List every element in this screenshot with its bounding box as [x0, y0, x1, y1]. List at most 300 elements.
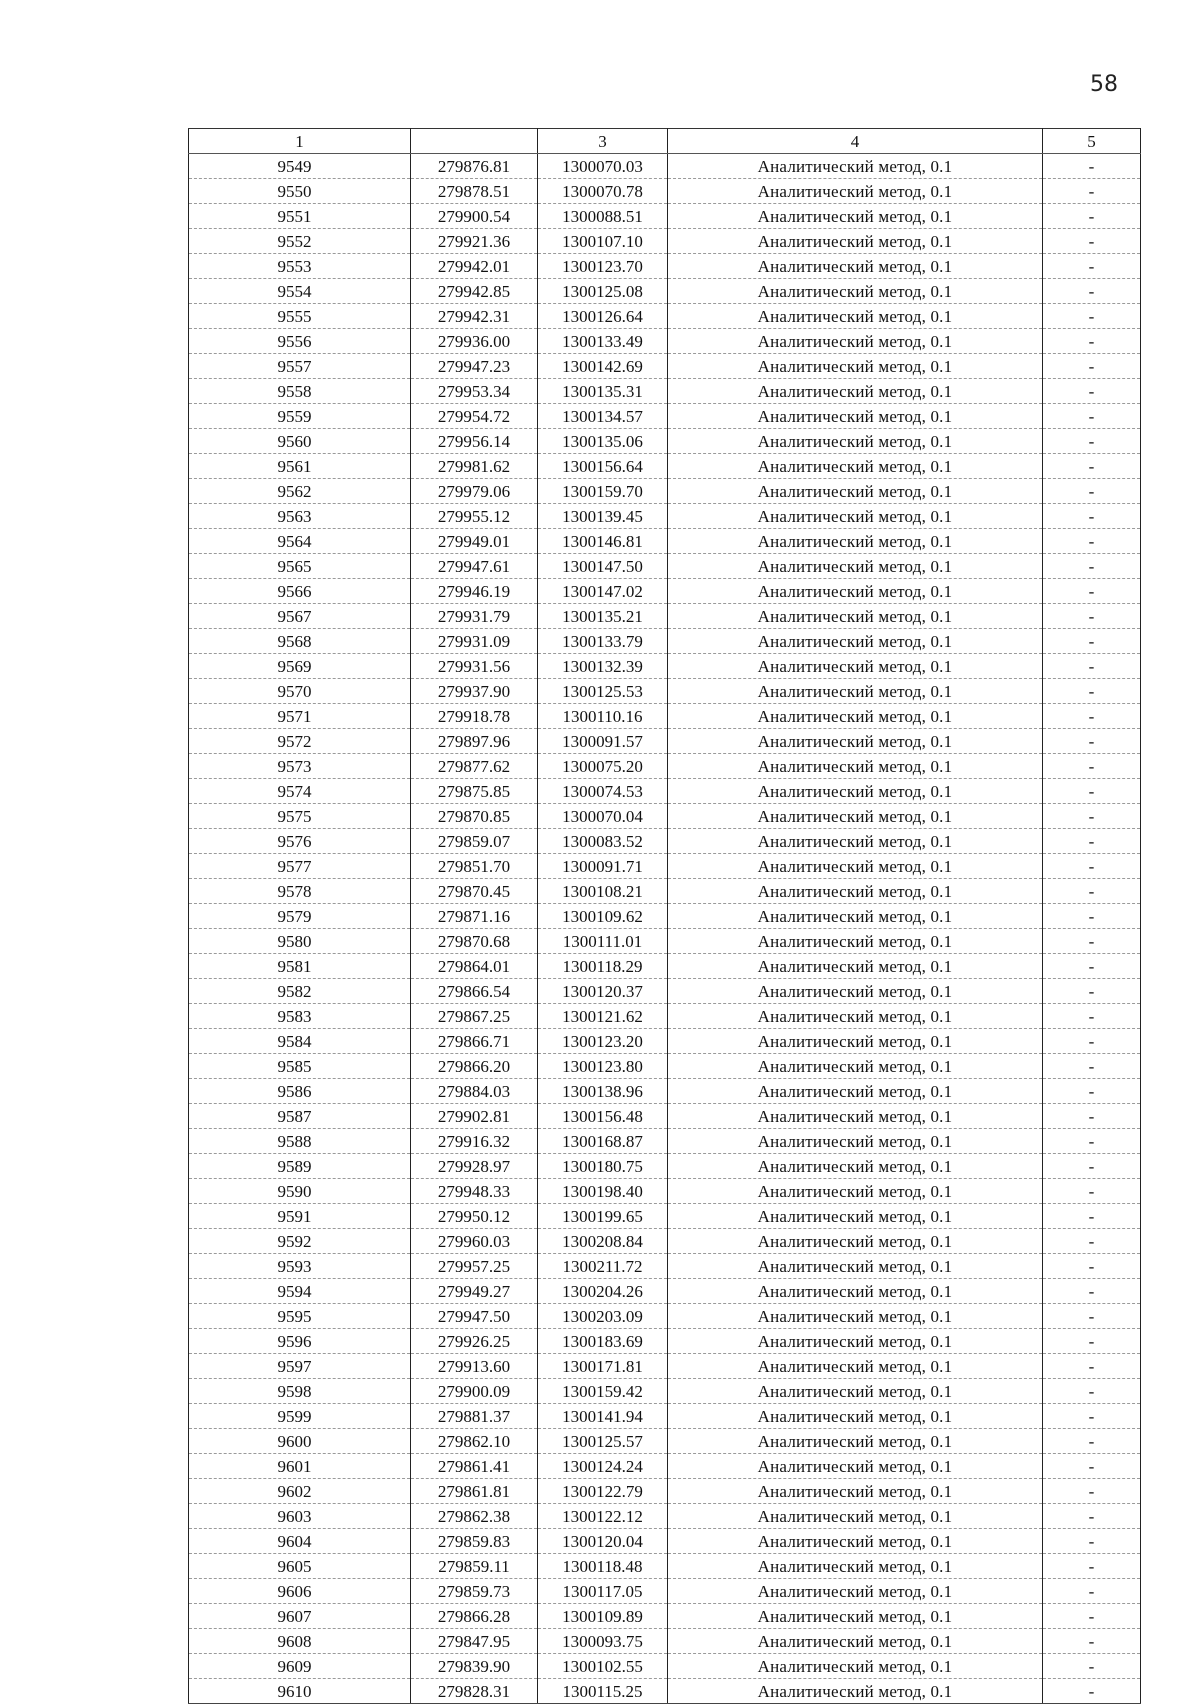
cell-point-number: 9607: [189, 1604, 411, 1629]
cell-coordinate-y: 1300125.57: [538, 1429, 668, 1454]
cell-coordinate-x: 279897.96: [411, 729, 538, 754]
cell-coordinate-y: 1300139.45: [538, 504, 668, 529]
cell-point-number: 9558: [189, 379, 411, 404]
cell-point-number: 9555: [189, 304, 411, 329]
cell-coordinate-x: 279866.28: [411, 1604, 538, 1629]
cell-coordinate-x: 279861.81: [411, 1479, 538, 1504]
cell-note: -: [1043, 1304, 1141, 1329]
cell-method-accuracy: Аналитический метод, 0.1: [668, 579, 1043, 604]
cell-note: -: [1043, 554, 1141, 579]
cell-point-number: 9552: [189, 229, 411, 254]
cell-point-number: 9556: [189, 329, 411, 354]
cell-coordinate-x: 279847.95: [411, 1629, 538, 1654]
table-row: [189, 1579, 1141, 1604]
cell-method-accuracy: Аналитический метод, 0.1: [668, 479, 1043, 504]
cell-method-accuracy: Аналитический метод, 0.1: [668, 1604, 1043, 1629]
cell-note: -: [1043, 779, 1141, 804]
table-row: [189, 504, 1141, 529]
table-row: [189, 954, 1141, 979]
cell-method-accuracy: Аналитический метод, 0.1: [668, 1629, 1043, 1654]
cell-note: -: [1043, 1129, 1141, 1154]
cell-coordinate-y: 1300074.53: [538, 779, 668, 804]
cell-point-number: 9562: [189, 479, 411, 504]
cell-note: -: [1043, 754, 1141, 779]
cell-note: -: [1043, 254, 1141, 279]
cell-point-number: 9594: [189, 1279, 411, 1304]
cell-method-accuracy: Аналитический метод, 0.1: [668, 1054, 1043, 1079]
cell-method-accuracy: Аналитический метод, 0.1: [668, 229, 1043, 254]
cell-coordinate-y: 1300168.87: [538, 1129, 668, 1154]
cell-method-accuracy: Аналитический метод, 0.1: [668, 679, 1043, 704]
cell-coordinate-x: 279955.12: [411, 504, 538, 529]
header-col-4: 4: [668, 129, 1043, 154]
cell-point-number: 9589: [189, 1154, 411, 1179]
cell-method-accuracy: Аналитический метод, 0.1: [668, 254, 1043, 279]
cell-coordinate-x: 279902.81: [411, 1104, 538, 1129]
cell-coordinate-x: 279947.23: [411, 354, 538, 379]
cell-note: -: [1043, 1554, 1141, 1579]
cell-point-number: 9582: [189, 979, 411, 1004]
cell-coordinate-x: 279953.34: [411, 379, 538, 404]
cell-coordinate-x: 279900.09: [411, 1379, 538, 1404]
cell-point-number: 9569: [189, 654, 411, 679]
cell-coordinate-y: 1300134.57: [538, 404, 668, 429]
cell-coordinate-y: 1300199.65: [538, 1204, 668, 1229]
cell-note: -: [1043, 1679, 1141, 1704]
cell-coordinate-x: 279937.90: [411, 679, 538, 704]
cell-coordinate-x: 279949.27: [411, 1279, 538, 1304]
cell-method-accuracy: Аналитический метод, 0.1: [668, 1179, 1043, 1204]
cell-note: -: [1043, 679, 1141, 704]
cell-coordinate-y: 1300135.06: [538, 429, 668, 454]
cell-method-accuracy: Аналитический метод, 0.1: [668, 1379, 1043, 1404]
cell-note: -: [1043, 454, 1141, 479]
cell-method-accuracy: Аналитический метод, 0.1: [668, 1254, 1043, 1279]
cell-method-accuracy: Аналитический метод, 0.1: [668, 1479, 1043, 1504]
cell-coordinate-y: 1300109.89: [538, 1604, 668, 1629]
cell-point-number: 9557: [189, 354, 411, 379]
cell-point-number: 9595: [189, 1304, 411, 1329]
table-row: [189, 404, 1141, 429]
cell-coordinate-x: 279839.90: [411, 1654, 538, 1679]
cell-coordinate-y: 1300208.84: [538, 1229, 668, 1254]
cell-method-accuracy: Аналитический метод, 0.1: [668, 154, 1043, 179]
cell-coordinate-y: 1300183.69: [538, 1329, 668, 1354]
cell-note: -: [1043, 279, 1141, 304]
cell-coordinate-y: 1300125.08: [538, 279, 668, 304]
cell-note: -: [1043, 1104, 1141, 1129]
cell-method-accuracy: Аналитический метод, 0.1: [668, 204, 1043, 229]
cell-coordinate-x: 279876.81: [411, 154, 538, 179]
cell-point-number: 9599: [189, 1404, 411, 1429]
cell-note: -: [1043, 1604, 1141, 1629]
cell-coordinate-y: 1300117.05: [538, 1579, 668, 1604]
cell-coordinate-y: 1300070.04: [538, 804, 668, 829]
cell-note: -: [1043, 854, 1141, 879]
cell-note: -: [1043, 1179, 1141, 1204]
cell-method-accuracy: Аналитический метод, 0.1: [668, 1204, 1043, 1229]
cell-coordinate-x: 279947.61: [411, 554, 538, 579]
cell-point-number: 9609: [189, 1654, 411, 1679]
cell-point-number: 9564: [189, 529, 411, 554]
cell-point-number: 9550: [189, 179, 411, 204]
cell-note: -: [1043, 1654, 1141, 1679]
cell-coordinate-x: 279859.83: [411, 1529, 538, 1554]
cell-coordinate-x: 279870.85: [411, 804, 538, 829]
cell-method-accuracy: Аналитический метод, 0.1: [668, 304, 1043, 329]
cell-method-accuracy: Аналитический метод, 0.1: [668, 629, 1043, 654]
cell-coordinate-y: 1300123.70: [538, 254, 668, 279]
table-row: [189, 1429, 1141, 1454]
cell-note: -: [1043, 529, 1141, 554]
cell-point-number: 9592: [189, 1229, 411, 1254]
cell-method-accuracy: Аналитический метод, 0.1: [668, 1029, 1043, 1054]
cell-note: -: [1043, 329, 1141, 354]
cell-note: -: [1043, 1504, 1141, 1529]
cell-coordinate-x: 279862.10: [411, 1429, 538, 1454]
cell-coordinate-y: 1300118.29: [538, 954, 668, 979]
cell-coordinate-x: 279916.32: [411, 1129, 538, 1154]
table-row: [189, 779, 1141, 804]
table-row: [189, 854, 1141, 879]
cell-coordinate-x: 279859.07: [411, 829, 538, 854]
cell-note: -: [1043, 729, 1141, 754]
cell-point-number: 9598: [189, 1379, 411, 1404]
cell-method-accuracy: Аналитический метод, 0.1: [668, 779, 1043, 804]
cell-coordinate-x: 279954.72: [411, 404, 538, 429]
cell-coordinate-x: 279931.56: [411, 654, 538, 679]
cell-point-number: 9563: [189, 504, 411, 529]
table-row: [189, 579, 1141, 604]
cell-coordinate-x: 279981.62: [411, 454, 538, 479]
cell-coordinate-x: 279862.38: [411, 1504, 538, 1529]
cell-coordinate-y: 1300147.50: [538, 554, 668, 579]
cell-note: -: [1043, 579, 1141, 604]
cell-coordinate-x: 279948.33: [411, 1179, 538, 1204]
cell-coordinate-x: 279949.01: [411, 529, 538, 554]
cell-method-accuracy: Аналитический метод, 0.1: [668, 354, 1043, 379]
cell-coordinate-x: 279957.25: [411, 1254, 538, 1279]
cell-coordinate-x: 279875.85: [411, 779, 538, 804]
cell-coordinate-x: 279864.01: [411, 954, 538, 979]
cell-note: -: [1043, 154, 1141, 179]
table-row: [189, 329, 1141, 354]
cell-note: -: [1043, 1054, 1141, 1079]
cell-method-accuracy: Аналитический метод, 0.1: [668, 929, 1043, 954]
cell-coordinate-y: 1300123.80: [538, 1054, 668, 1079]
cell-method-accuracy: Аналитический метод, 0.1: [668, 754, 1043, 779]
table-row: [189, 354, 1141, 379]
cell-coordinate-x: 279871.16: [411, 904, 538, 929]
cell-coordinate-y: 1300135.31: [538, 379, 668, 404]
cell-method-accuracy: Аналитический метод, 0.1: [668, 504, 1043, 529]
table-row: [189, 179, 1141, 204]
cell-method-accuracy: Аналитический метод, 0.1: [668, 404, 1043, 429]
cell-method-accuracy: Аналитический метод, 0.1: [668, 379, 1043, 404]
table-row: [189, 1679, 1141, 1704]
cell-point-number: 9583: [189, 1004, 411, 1029]
table-row: [189, 754, 1141, 779]
cell-coordinate-y: 1300120.37: [538, 979, 668, 1004]
cell-coordinate-y: 1300133.49: [538, 329, 668, 354]
table-row: [189, 904, 1141, 929]
cell-coordinate-y: 1300159.42: [538, 1379, 668, 1404]
table-row: [189, 229, 1141, 254]
table-row: [189, 1204, 1141, 1229]
table-row: [189, 829, 1141, 854]
cell-coordinate-x: 279881.37: [411, 1404, 538, 1429]
cell-method-accuracy: Аналитический метод, 0.1: [668, 1104, 1043, 1129]
cell-note: -: [1043, 479, 1141, 504]
table-row: [189, 1129, 1141, 1154]
cell-note: -: [1043, 1079, 1141, 1104]
cell-coordinate-x: 279942.01: [411, 254, 538, 279]
cell-note: -: [1043, 1479, 1141, 1504]
cell-point-number: 9601: [189, 1454, 411, 1479]
cell-point-number: 9581: [189, 954, 411, 979]
cell-method-accuracy: Аналитический метод, 0.1: [668, 429, 1043, 454]
cell-coordinate-x: 279866.20: [411, 1054, 538, 1079]
table-row: [189, 1054, 1141, 1079]
table-row: [189, 704, 1141, 729]
cell-coordinate-y: 1300146.81: [538, 529, 668, 554]
cell-method-accuracy: Аналитический метод, 0.1: [668, 1554, 1043, 1579]
table-row: [189, 1104, 1141, 1129]
header-col-3: 3: [538, 129, 668, 154]
cell-note: -: [1043, 929, 1141, 954]
table-row: [189, 1379, 1141, 1404]
cell-method-accuracy: Аналитический метод, 0.1: [668, 1329, 1043, 1354]
table-row: [189, 1279, 1141, 1304]
cell-point-number: 9604: [189, 1529, 411, 1554]
cell-coordinate-x: 279828.31: [411, 1679, 538, 1704]
cell-point-number: 9584: [189, 1029, 411, 1054]
cell-coordinate-y: 1300203.09: [538, 1304, 668, 1329]
cell-method-accuracy: Аналитический метод, 0.1: [668, 1129, 1043, 1154]
table-row: [189, 554, 1141, 579]
cell-point-number: 9549: [189, 154, 411, 179]
table-row: [189, 1354, 1141, 1379]
cell-point-number: 9567: [189, 604, 411, 629]
cell-coordinate-y: 1300135.21: [538, 604, 668, 629]
cell-coordinate-y: 1300109.62: [538, 904, 668, 929]
cell-method-accuracy: Аналитический метод, 0.1: [668, 1679, 1043, 1704]
cell-coordinate-y: 1300111.01: [538, 929, 668, 954]
cell-coordinate-y: 1300115.25: [538, 1679, 668, 1704]
cell-point-number: 9572: [189, 729, 411, 754]
cell-note: -: [1043, 1429, 1141, 1454]
cell-point-number: 9596: [189, 1329, 411, 1354]
cell-point-number: 9575: [189, 804, 411, 829]
cell-method-accuracy: Аналитический метод, 0.1: [668, 829, 1043, 854]
cell-method-accuracy: Аналитический метод, 0.1: [668, 529, 1043, 554]
cell-note: -: [1043, 429, 1141, 454]
cell-point-number: 9566: [189, 579, 411, 604]
cell-coordinate-y: 1300091.71: [538, 854, 668, 879]
table-row: [189, 1554, 1141, 1579]
cell-coordinate-x: 279859.11: [411, 1554, 538, 1579]
cell-note: -: [1043, 1354, 1141, 1379]
cell-coordinate-y: 1300108.21: [538, 879, 668, 904]
cell-note: -: [1043, 1029, 1141, 1054]
cell-note: -: [1043, 654, 1141, 679]
table-row: [189, 1304, 1141, 1329]
header-col-2: [411, 129, 538, 154]
cell-coordinate-x: 279866.54: [411, 979, 538, 1004]
cell-coordinate-y: 1300125.53: [538, 679, 668, 704]
cell-note: -: [1043, 954, 1141, 979]
cell-point-number: 9585: [189, 1054, 411, 1079]
cell-method-accuracy: Аналитический метод, 0.1: [668, 1454, 1043, 1479]
cell-coordinate-x: 279900.54: [411, 204, 538, 229]
cell-method-accuracy: Аналитический метод, 0.1: [668, 279, 1043, 304]
cell-coordinate-x: 279877.62: [411, 754, 538, 779]
cell-coordinate-y: 1300180.75: [538, 1154, 668, 1179]
table-header-row: [189, 129, 1141, 154]
cell-coordinate-x: 279931.09: [411, 629, 538, 654]
cell-coordinate-x: 279956.14: [411, 429, 538, 454]
cell-point-number: 9591: [189, 1204, 411, 1229]
cell-coordinate-y: 1300075.20: [538, 754, 668, 779]
cell-point-number: 9600: [189, 1429, 411, 1454]
cell-point-number: 9610: [189, 1679, 411, 1704]
cell-point-number: 9606: [189, 1579, 411, 1604]
cell-method-accuracy: Аналитический метод, 0.1: [668, 554, 1043, 579]
cell-method-accuracy: Аналитический метод, 0.1: [668, 1304, 1043, 1329]
cell-coordinate-y: 1300118.48: [538, 1554, 668, 1579]
table-row: [189, 1654, 1141, 1679]
cell-coordinate-x: 279936.00: [411, 329, 538, 354]
table-row: [189, 1529, 1141, 1554]
cell-note: -: [1043, 1204, 1141, 1229]
cell-method-accuracy: Аналитический метод, 0.1: [668, 1229, 1043, 1254]
cell-coordinate-y: 1300204.26: [538, 1279, 668, 1304]
cell-point-number: 9565: [189, 554, 411, 579]
cell-coordinate-y: 1300133.79: [538, 629, 668, 654]
table-row: [189, 979, 1141, 1004]
cell-coordinate-y: 1300102.55: [538, 1654, 668, 1679]
cell-coordinate-y: 1300156.48: [538, 1104, 668, 1129]
cell-point-number: 9605: [189, 1554, 411, 1579]
cell-method-accuracy: Аналитический метод, 0.1: [668, 1654, 1043, 1679]
cell-method-accuracy: Аналитический метод, 0.1: [668, 1004, 1043, 1029]
cell-note: -: [1043, 504, 1141, 529]
cell-coordinate-x: 279884.03: [411, 1079, 538, 1104]
cell-coordinate-x: 279921.36: [411, 229, 538, 254]
table-row: [189, 1629, 1141, 1654]
cell-coordinate-x: 279926.25: [411, 1329, 538, 1354]
cell-coordinate-x: 279878.51: [411, 179, 538, 204]
table-row: [189, 879, 1141, 904]
table-row: [189, 154, 1141, 179]
cell-coordinate-x: 279979.06: [411, 479, 538, 504]
cell-point-number: 9574: [189, 779, 411, 804]
cell-coordinate-x: 279866.71: [411, 1029, 538, 1054]
cell-method-accuracy: Аналитический метод, 0.1: [668, 979, 1043, 1004]
table-row: [189, 1454, 1141, 1479]
cell-coordinate-y: 1300110.16: [538, 704, 668, 729]
table-row: [189, 1154, 1141, 1179]
cell-note: -: [1043, 1404, 1141, 1429]
cell-note: -: [1043, 179, 1141, 204]
cell-coordinate-y: 1300171.81: [538, 1354, 668, 1379]
table-row: [189, 679, 1141, 704]
cell-note: -: [1043, 879, 1141, 904]
cell-point-number: 9602: [189, 1479, 411, 1504]
cell-coordinate-x: 279942.31: [411, 304, 538, 329]
cell-method-accuracy: Аналитический метод, 0.1: [668, 329, 1043, 354]
cell-method-accuracy: Аналитический метод, 0.1: [668, 804, 1043, 829]
cell-point-number: 9561: [189, 454, 411, 479]
cell-point-number: 9571: [189, 704, 411, 729]
header-col-5: 5: [1043, 129, 1141, 154]
cell-note: -: [1043, 979, 1141, 1004]
table-row: [189, 454, 1141, 479]
table-row: [189, 204, 1141, 229]
cell-note: -: [1043, 1579, 1141, 1604]
cell-coordinate-y: 1300088.51: [538, 204, 668, 229]
coordinates-table: [188, 128, 1141, 1704]
cell-coordinate-x: 279867.25: [411, 1004, 538, 1029]
table-row: [189, 279, 1141, 304]
cell-point-number: 9586: [189, 1079, 411, 1104]
cell-note: -: [1043, 704, 1141, 729]
cell-coordinate-y: 1300126.64: [538, 304, 668, 329]
cell-note: -: [1043, 1379, 1141, 1404]
table-row: [189, 654, 1141, 679]
table-body: [189, 154, 1141, 1704]
cell-note: -: [1043, 354, 1141, 379]
cell-point-number: 9578: [189, 879, 411, 904]
cell-coordinate-y: 1300156.64: [538, 454, 668, 479]
cell-method-accuracy: Аналитический метод, 0.1: [668, 654, 1043, 679]
cell-coordinate-x: 279870.68: [411, 929, 538, 954]
cell-note: -: [1043, 1279, 1141, 1304]
cell-note: -: [1043, 1454, 1141, 1479]
cell-coordinate-y: 1300107.10: [538, 229, 668, 254]
table-row: [189, 929, 1141, 954]
cell-point-number: 9560: [189, 429, 411, 454]
cell-coordinate-y: 1300083.52: [538, 829, 668, 854]
cell-method-accuracy: Аналитический метод, 0.1: [668, 1154, 1043, 1179]
cell-note: -: [1043, 404, 1141, 429]
cell-coordinate-y: 1300121.62: [538, 1004, 668, 1029]
cell-method-accuracy: Аналитический метод, 0.1: [668, 854, 1043, 879]
table-row: [189, 729, 1141, 754]
cell-note: -: [1043, 204, 1141, 229]
cell-coordinate-x: 279861.41: [411, 1454, 538, 1479]
cell-point-number: 9554: [189, 279, 411, 304]
cell-point-number: 9608: [189, 1629, 411, 1654]
header-col-1: 1: [189, 129, 411, 154]
cell-coordinate-x: 279960.03: [411, 1229, 538, 1254]
cell-note: -: [1043, 1004, 1141, 1029]
cell-note: -: [1043, 629, 1141, 654]
cell-note: -: [1043, 1154, 1141, 1179]
table-row: [189, 429, 1141, 454]
cell-method-accuracy: Аналитический метод, 0.1: [668, 954, 1043, 979]
cell-note: -: [1043, 1329, 1141, 1354]
cell-coordinate-y: 1300138.96: [538, 1079, 668, 1104]
cell-coordinate-y: 1300122.12: [538, 1504, 668, 1529]
cell-coordinate-y: 1300132.39: [538, 654, 668, 679]
table-row: [189, 254, 1141, 279]
cell-note: -: [1043, 904, 1141, 929]
cell-coordinate-y: 1300141.94: [538, 1404, 668, 1429]
cell-note: -: [1043, 804, 1141, 829]
cell-coordinate-x: 279947.50: [411, 1304, 538, 1329]
cell-method-accuracy: Аналитический метод, 0.1: [668, 904, 1043, 929]
